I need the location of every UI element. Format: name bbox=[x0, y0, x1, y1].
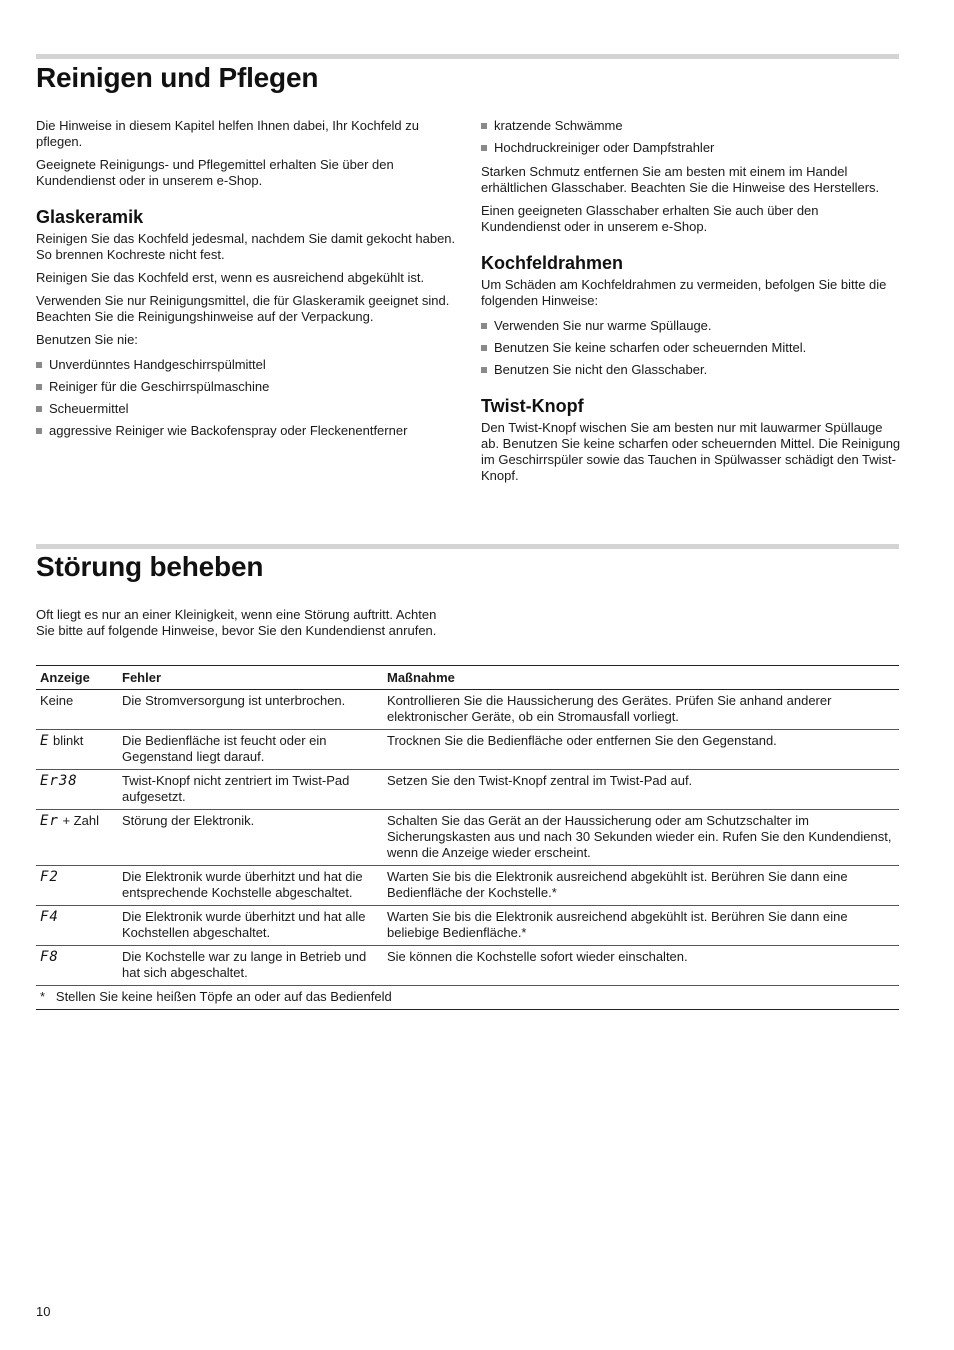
table-footnote-row bbox=[36, 986, 899, 1010]
fault-cell: Twist-Knopf nicht zentriert im Twist-Pad aufgesetzt. bbox=[118, 770, 383, 810]
table-row bbox=[36, 730, 899, 770]
section-divider-bar bbox=[36, 54, 899, 59]
segment-display-code: Er bbox=[40, 813, 59, 829]
table-row bbox=[36, 690, 899, 730]
intro-paragraph: Die Hinweise in diesem Kapitel helfen Ihnen dabei, Ihr Kochfeld zu pflegen. bbox=[36, 118, 420, 149]
action-cell: Schalten Sie das Gerät an der Haussicherung oder am Schutzschalter im Sicherungskasten aus und nach 30 Sekunden wieder ein. Rufen Sie den Kundendienst, wenn die Anzeige wieder erscheint. bbox=[383, 810, 899, 866]
list-item: Benutzen Sie keine scharfen oder scheuernden Mittel. bbox=[481, 340, 901, 356]
kochfeldrahmen-list bbox=[481, 318, 901, 378]
heading-glaskeramik: Glaskeramik bbox=[36, 207, 144, 227]
glaskeramik-paragraph: Verwenden Sie nur Reinigungsmittel, die für Glaskeramik geeignet sind. Beachten Sie die Reinigungshinweise auf der Verpackung. bbox=[36, 293, 450, 324]
fault-cell: Die Elektronik wurde überhitzt und hat die entsprechende Kochstelle abgeschaltet. bbox=[118, 866, 383, 906]
column-header-anzeige: Anzeige bbox=[36, 666, 118, 690]
segment-display-code: F4 bbox=[40, 909, 59, 925]
segment-display-code: E bbox=[40, 733, 50, 749]
glaskeramik-paragraph: Benutzen Sie nie: bbox=[36, 332, 138, 347]
action-cell: Trocknen Sie die Bedienfläche oder entfernen Sie den Gegenstand. bbox=[383, 730, 899, 770]
list-item: Benutzen Sie nicht den Glasschaber. bbox=[481, 362, 901, 378]
intro-paragraph: Oft liegt es nur an einer Kleinigkeit, wenn eine Störung auftritt. Achten Sie bitte auf folgende Hinweise, bevor Sie den Kundendienst anrufen. bbox=[36, 607, 437, 638]
section-title-stoerung: Störung beheben bbox=[36, 551, 264, 582]
table-row bbox=[36, 946, 899, 986]
fault-table bbox=[36, 665, 899, 1010]
twist-knopf-paragraph: Den Twist-Knopf wischen Sie am besten nur mit lauwarmer Spüllauge ab. Benutzen Sie keine scharfen oder scheuernden Mittel. Die Reinigung im Geschirrspüler sowie das Tauchen in Spülwasser schädigt den Twist-Knopf. bbox=[481, 420, 901, 483]
segment-display-code: F2 bbox=[40, 869, 59, 885]
list-item: Unverdünntes Handgeschirrspülmittel bbox=[36, 357, 456, 373]
glaskeramik-paragraph: Einen geeigneten Glasschaber erhalten Sie auch über den Kundendienst oder in unserem e-Shop. bbox=[481, 203, 819, 234]
glaskeramik-paragraph: Reinigen Sie das Kochfeld erst, wenn es ausreichend abgekühlt ist. bbox=[36, 270, 425, 285]
left-column bbox=[36, 118, 456, 447]
list-item: Scheuermittel bbox=[36, 401, 456, 417]
table-header-row bbox=[36, 666, 899, 690]
display-cell: Keine bbox=[36, 690, 118, 730]
list-item: Verwenden Sie nur warme Spüllauge. bbox=[481, 318, 901, 334]
display-suffix: + Zahl bbox=[58, 813, 99, 828]
column-header-fehler: Fehler bbox=[118, 666, 383, 690]
never-use-list-continued bbox=[481, 118, 901, 156]
table-row bbox=[36, 866, 899, 906]
section-title-reinigen: Reinigen und Pflegen bbox=[36, 62, 319, 93]
glaskeramik-paragraph: Starken Schmutz entfernen Sie am besten mit einem im Handel erhältlichen Glasschaber. Beachten Sie die Hinweise des Herstellers. bbox=[481, 164, 880, 195]
action-cell: Warten Sie bis die Elektronik ausreichend abgekühlt ist. Berühren Sie dann eine Bedienfläche der Kochstelle.* bbox=[383, 866, 899, 906]
segment-display-code: F8 bbox=[40, 949, 59, 965]
action-cell: Sie können die Kochstelle sofort wieder einschalten. bbox=[383, 946, 899, 986]
kochfeldrahmen-paragraph: Um Schäden am Kochfeldrahmen zu vermeiden, befolgen Sie bitte die folgenden Hinweise: bbox=[481, 277, 887, 308]
list-item: aggressive Reiniger wie Backofenspray oder Fleckenentferner bbox=[36, 423, 456, 439]
glaskeramik-paragraph: Reinigen Sie das Kochfeld jedesmal, nachdem Sie damit gekocht haben. So brennen Kochreste nicht fest. bbox=[36, 231, 456, 262]
table-row bbox=[36, 770, 899, 810]
stoerung-intro bbox=[36, 607, 456, 646]
display-cell bbox=[36, 906, 118, 946]
list-item: Reiniger für die Geschirrspülmaschine bbox=[36, 379, 456, 395]
never-use-list bbox=[36, 357, 456, 439]
heading-twist-knopf: Twist-Knopf bbox=[481, 396, 584, 416]
action-cell: Setzen Sie den Twist-Knopf zentral im Twist-Pad auf. bbox=[383, 770, 899, 810]
fault-cell: Die Kochstelle war zu lange in Betrieb und hat sich abgeschaltet. bbox=[118, 946, 383, 986]
fault-cell: Die Stromversorgung ist unterbrochen. bbox=[118, 690, 383, 730]
segment-display-code: Er38 bbox=[40, 773, 78, 789]
action-cell: Warten Sie bis die Elektronik ausreichend abgekühlt ist. Berühren Sie dann eine beliebige Bedienfläche.* bbox=[383, 906, 899, 946]
fault-cell: Störung der Elektronik. bbox=[118, 810, 383, 866]
right-column bbox=[481, 118, 901, 491]
list-item: kratzende Schwämme bbox=[481, 118, 901, 134]
display-cell bbox=[36, 770, 118, 810]
page-number: 10 bbox=[36, 1304, 51, 1319]
display-cell bbox=[36, 946, 118, 986]
action-cell: Kontrollieren Sie die Haussicherung des Gerätes. Prüfen Sie anhand anderer elektronischer Geräte, ob ein Stromausfall vorliegt. bbox=[383, 690, 899, 730]
intro-paragraph: Geeignete Reinigungs- und Pflegemittel erhalten Sie über den Kundendienst oder in unserem e-Shop. bbox=[36, 157, 394, 188]
table-row bbox=[36, 810, 899, 866]
display-cell bbox=[36, 810, 118, 866]
column-header-massnahme: Maßnahme bbox=[383, 666, 899, 690]
fault-cell: Die Bedienfläche ist feucht oder ein Gegenstand liegt darauf. bbox=[118, 730, 383, 770]
table-footnote: * Stellen Sie keine heißen Töpfe an oder auf das Bedienfeld bbox=[36, 986, 899, 1010]
section-divider-bar bbox=[36, 544, 899, 549]
heading-kochfeldrahmen: Kochfeldrahmen bbox=[481, 253, 624, 273]
display-suffix: blinkt bbox=[49, 733, 84, 748]
table-row bbox=[36, 906, 899, 946]
list-item: Hochdruckreiniger oder Dampfstrahler bbox=[481, 140, 901, 156]
fault-cell: Die Elektronik wurde überhitzt und hat alle Kochstellen abgeschaltet. bbox=[118, 906, 383, 946]
display-cell bbox=[36, 866, 118, 906]
display-cell bbox=[36, 730, 118, 770]
